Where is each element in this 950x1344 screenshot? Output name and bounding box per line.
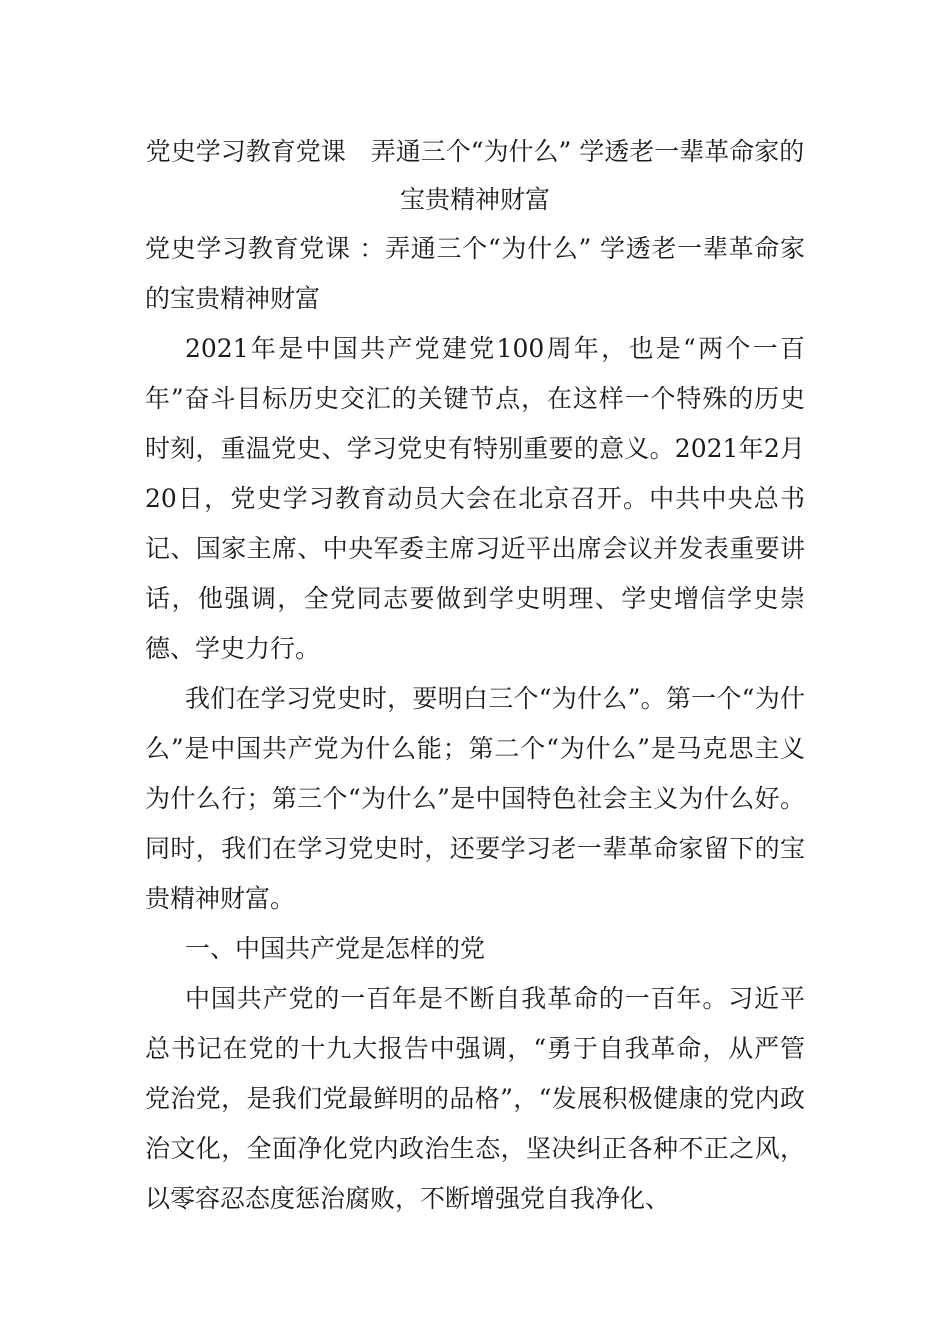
- section-paragraph: 中国共产党的一百年是不断自我革命的一百年。习近平总书记在党的十九大报告中强调，“勇于自我革命，从严管党治党，是我们党最鲜明的品格”，“发展积极健康的党内政治文化，全面净化党内政治生态，坚决纠正各种不正之风，以零容忍态度惩治腐败，不断增强党自我净化、: [145, 984, 805, 1213]
- paragraph-three-whys: 我们在学习党史时，要明白三个“为什么”。第一个“为什么”是中国共产党为什么能；第二个“为什么”是马克思主义为什么行；第三个“为什么”是中国特色社会主义为什么好。同时，我们在学习党史时，还要学习老一辈革命家留下的宝贵精神财富。: [145, 684, 805, 913]
- document-title: 党史学习教育党课 弄通三个“为什么” 学透老一辈革命家的宝贵精神财富: [145, 137, 805, 214]
- document-subtitle: 党史学习教育党课 ：弄通三个“为什么” 学透老一辈革命家的宝贵精神财富: [145, 234, 805, 313]
- section-heading: 一、中国共产党是怎样的党: [185, 934, 486, 963]
- document-page: [145, 128, 805, 1224]
- paragraph-intro: 2021年是中国共产党建党100周年，也是“两个一百年”奋斗目标历史交汇的关键节点，在这样一个特殊的历史时刻，重温党史、学习党史有特别重要的意义。2021年2月20日，党史学习教育动员大会在北京召开。中共中央总书记、国家主席、中央军委主席习近平出席会议并发表重要讲话，他强调，全党同志要做到学史明理、学史增信学史崇德、学史力行。: [145, 334, 805, 663]
